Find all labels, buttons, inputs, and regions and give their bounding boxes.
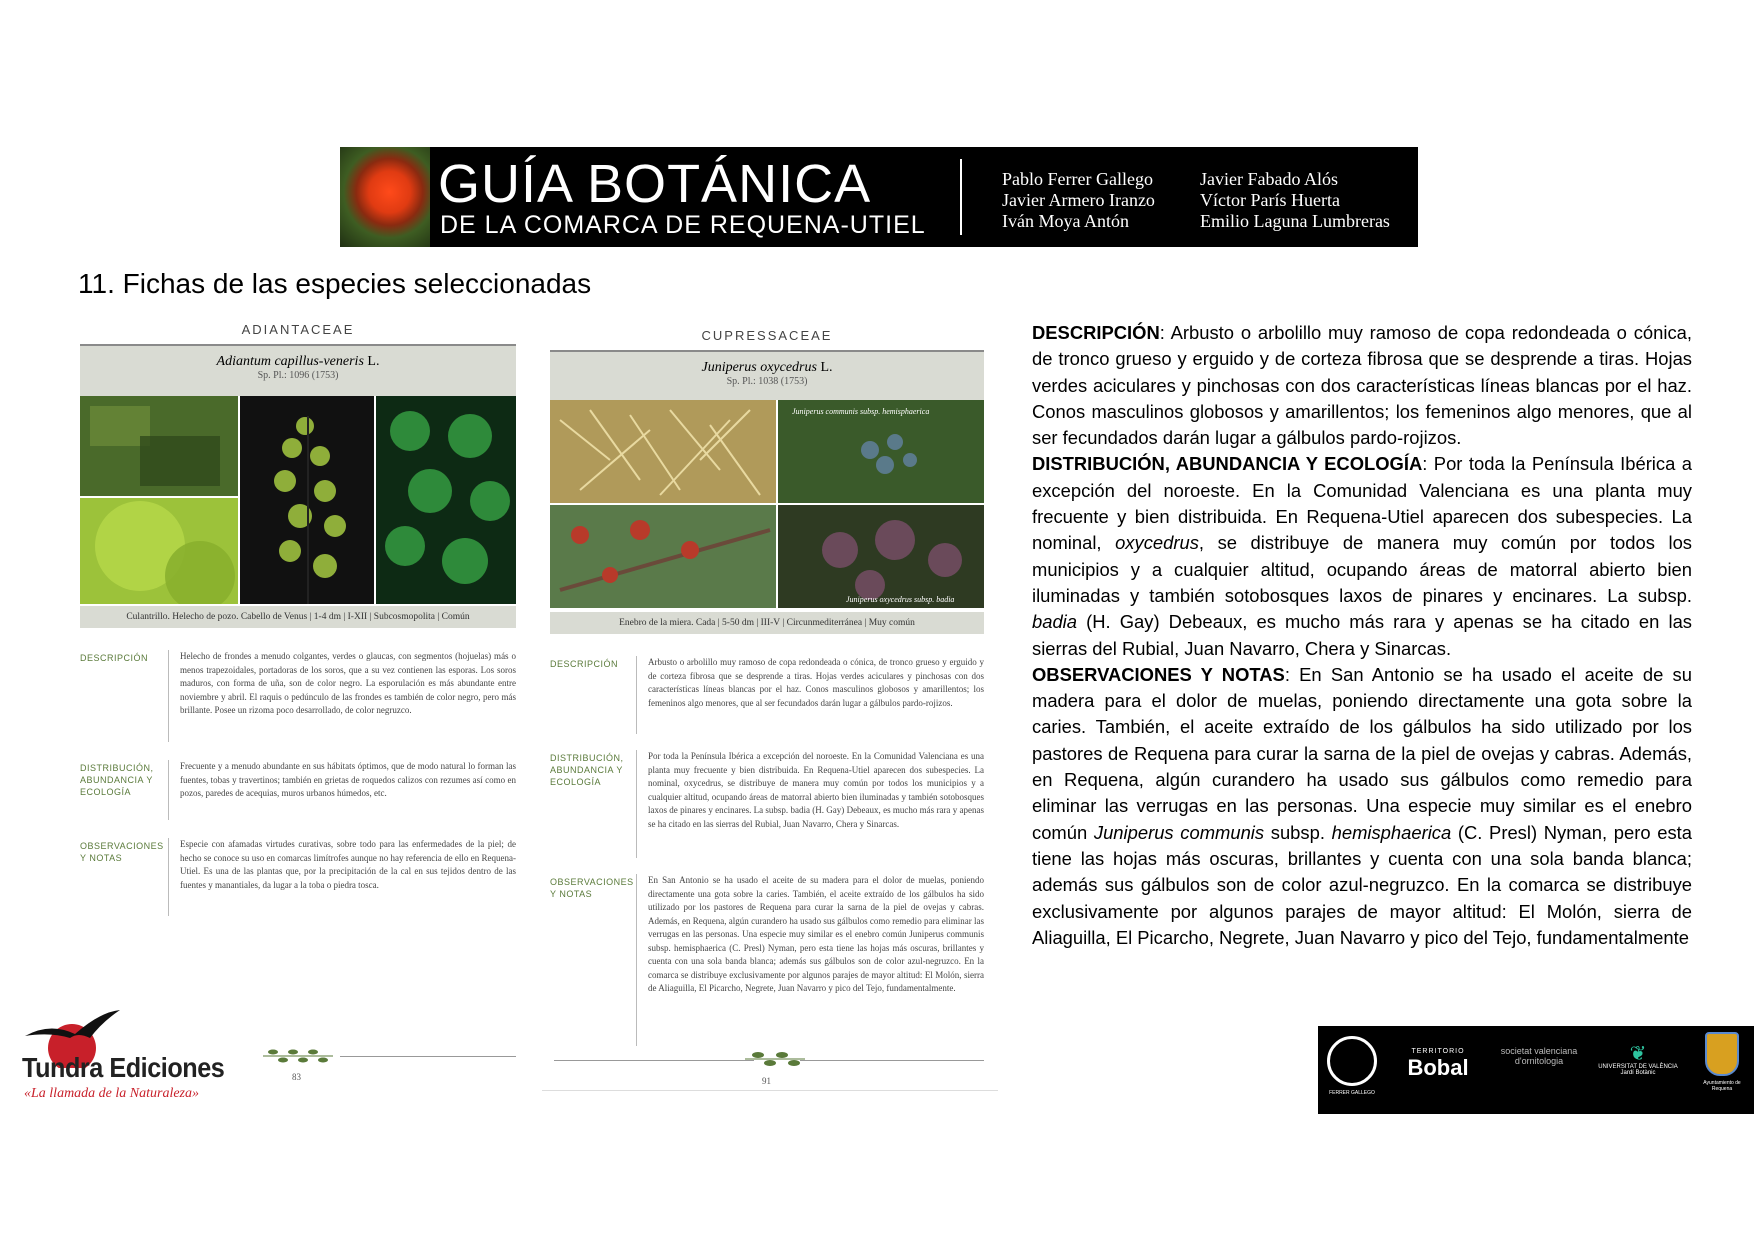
- sponsor-label: Jardí Botànic: [1620, 1070, 1656, 1076]
- footer-rule: [554, 1060, 754, 1061]
- section-divider: [168, 838, 169, 916]
- juniper-photos: [550, 400, 984, 608]
- section-label: DESCRIPCIÓN: [80, 653, 149, 663]
- sponsor-ayuntamiento-requena: [1694, 1032, 1750, 1092]
- description-paragraph: [1032, 320, 1692, 451]
- publisher-slogan: «La llamada de la Naturaleza»: [24, 1086, 200, 1101]
- author: Pablo Ferrer Gallego: [1002, 169, 1153, 189]
- section-label: OBSERVACIONES Y NOTAS: [550, 877, 634, 899]
- section-divider: [636, 656, 637, 734]
- section-label: DESCRIPCIÓN: [550, 659, 619, 669]
- banner-subtitle: DE LA COMARCA DE REQUENA-UTIEL: [440, 211, 926, 239]
- photo-caption: Culantrillo. Helecho de pozo. Cabello de Venus | 1-4 dm | I-XII | Subcosmopolita | Común: [80, 606, 516, 628]
- paragraph-label: DISTRIBUCIÓN, ABUNDANCIA Y ECOLOGÍA: [1032, 453, 1423, 475]
- sprig-ornament-icon: [258, 1046, 338, 1066]
- species-header: [80, 346, 516, 396]
- sponsor-label: Bobal: [1407, 1055, 1469, 1080]
- section-divider: [168, 760, 169, 820]
- sponsor-label: Ayuntamiento de Requena: [1703, 1080, 1741, 1092]
- authors-right: [1200, 169, 1390, 232]
- photo-caption: Enebro de la miera. Cada | 5-50 dm | III-V | Circunmediterránea | Muy común: [550, 612, 984, 634]
- sponsor-svo: [1494, 1046, 1584, 1066]
- section-divider: [636, 750, 637, 858]
- section-text: Helecho de frondes a menudo colgantes, verdes o glaucas, con segmentos (hojuelas) más o menos trapezoidales, portadoras de los soros, que a su vez contienen las esporas. Los soros maduros, con forma de uña, son de color negro. La esporulación es más abundante entre noviembre y abril. El raquis o pedúnculo de las frondes es también de color negro, pero más brillante. Posee un rizoma poco desarrollado, de color negruzco.: [180, 651, 516, 715]
- page-edge: [542, 1090, 998, 1091]
- section-label: OBSERVACIONES Y NOTAS: [80, 841, 164, 863]
- section-label: DISTRIBUCIÓN, ABUNDANCIA Y ECOLOGÍA: [80, 763, 154, 797]
- publisher-name: Tundra Ediciones: [22, 1052, 225, 1083]
- author: Javier Armero Iranzo: [1002, 190, 1155, 210]
- sponsor-label: FERRER GALLEGO: [1329, 1090, 1375, 1096]
- section-text: Frecuente y a menudo abundante en sus hábitats óptimos, que de modo natural lo forman las fuentes, tobas y travertinos; también en grietas de roquedos calizos con rezumes así como en pozos, paredes de acequias, muros urbanos húmedos, etc.: [180, 761, 516, 798]
- coat-of-arms-icon: [1705, 1032, 1739, 1076]
- sprig-ornament-icon: [740, 1048, 810, 1070]
- italic-term: badia: [1032, 611, 1077, 633]
- italic-term: Juniperus communis: [1093, 821, 1265, 843]
- section-text: Arbusto o arbolillo muy ramoso de copa redondeada o cónica, de tronco grueso y erguido y de corteza fibrosa que se desprende a tiras. Hojas verdes aciculares y pinchosas con dos características líneas blancas por el haz. Conos masculinos globosos y amarillentos; los femeninos algo menores, que al ser fecundados darán lugar a gálbulos pardo-rojizos.: [648, 657, 984, 708]
- paragraph-text: : Por toda la Península Ibérica a excepción del noroeste. En la Comunidad Valenciana es una planta muy frecuente y bien distribuida. En Requena-Utiel aparecen dos subespecies. La nominal,: [1032, 453, 1692, 554]
- header-banner: [340, 147, 1418, 247]
- banner-divider: [960, 159, 962, 235]
- footer-rule: [800, 1060, 984, 1061]
- sponsor-bobal: [1388, 1048, 1488, 1081]
- section-text: Especie con afamadas virtudes curativas, sobre todo para las enfermedades de la piel; de hecho se conoce su uso en comarcas limítrofes aunque no hay referencia de ello en Requena-Utiel. Es una de las plantas que, por la precipitación de la cal en sus tejidos dentro de las fuentes y manantiales, da lugar a la toba o piedra tosca.: [180, 839, 516, 890]
- author: Iván Moya Antón: [1002, 211, 1129, 231]
- section-label: DISTRIBUCIÓN, ABUNDANCIA Y ECOLOGÍA: [550, 753, 624, 787]
- section-divider: [168, 650, 169, 742]
- banner-title: GUÍA BOTÁNICA: [438, 154, 872, 214]
- photo-label: Juniperus communis subsp. hemisphaerica: [792, 407, 930, 416]
- species-name: Adiantum capillus-veneris: [216, 354, 364, 369]
- publisher-logo: [20, 1008, 250, 1103]
- authors-left: [1002, 169, 1155, 232]
- paragraph-label: OBSERVACIONES Y NOTAS: [1032, 663, 1285, 685]
- sponsor-label: UNIVERSITAT DE VALÈNCIA: [1598, 1064, 1678, 1070]
- family-name: ADIANTACEAE: [241, 322, 355, 337]
- sponsor-label: TERRITORIO: [1411, 1048, 1465, 1055]
- species-description: [1032, 320, 1692, 951]
- species-reference: Sp. Pl.: 1038 (1753): [726, 376, 808, 387]
- sponsors-bar: [1318, 1026, 1754, 1114]
- italic-term: oxycedrus: [1115, 532, 1199, 554]
- distribution-paragraph: [1032, 451, 1692, 661]
- sponsor-label: societat valenciana d'ornitologia: [1500, 1046, 1578, 1066]
- section-text: Por toda la Península Ibérica a excepción del noroeste. En la Comunidad Valenciana es una planta muy frecuente y bien distribuida. En Requena-Utiel aparecen dos subespecies. La nominal, oxycedrus, se distribuye de manera muy común por todos los municipios y a cualquier altitud, ocupando áreas de matorral abierto bien iluminadas y también sotobosques laxos de pinares y encinares. La subsp. badia (H. Gay) Debeaux, es mucho más rara y apenas se ha citado en las sierras del Rubial, Juan Navarro, Chera y Sinarcas.: [648, 751, 984, 829]
- leaf-icon: ❦: [1629, 1043, 1647, 1065]
- page-number: 83: [292, 1072, 301, 1082]
- sponsor-jardi-botanic: [1588, 1044, 1688, 1076]
- circle-emblem-icon: [1327, 1036, 1377, 1086]
- species-author: L.: [820, 360, 833, 375]
- observations-paragraph: [1032, 662, 1692, 951]
- species-author: L.: [367, 354, 380, 369]
- author: Emilio Laguna Lumbreras: [1200, 211, 1390, 231]
- section-text: En San Antonio se ha usado el aceite de su madera para el dolor de muelas, poniendo directamente una gota sobre la caries. También, el aceite extraído de los gálbulos ha sido utilizado por los pastores de Requena para curar la sarna de la piel de ovejas y cabras. Además, en Requena, algún curandero ha usado sus gálbulos como remedio para eliminar las verrugas en las personas. Una especie muy similar es el enebro común Juniperus communis subsp. hemisphaerica (C. Presl) Nyman, pero esta tiene las hojas más oscuras, brillantes y cuenta con una sola banda blanca; además sus gálbulos son de color azul-negruzco. En la comarca se distribuye exclusivamente por algunos parajes de mayor altitud: El Molón, sierra de Aliaguilla, El Picarcho, Negrete, Juan Navarro y pico del Tejo, fundamentalmente.: [648, 875, 984, 993]
- italic-term: hemisphaerica: [1331, 821, 1452, 843]
- paragraph-text: , se distribuye de manera muy común por todos los municipios y a cualquier altitud, ocupando áreas de matorral abierto bien iluminadas y también sotobosques laxos de pinares y encinares. La subsp.: [1032, 532, 1693, 606]
- author: Víctor París Huerta: [1200, 190, 1340, 210]
- paragraph-text: : En San Antonio se ha usado el aceite de su madera para el dolor de muelas, poniendo directamente una gota sobre la caries. También, el aceite extraído de los gálbulos ha sido utilizado por los pastores de Requena para curar la sarna de la piel de ovejas y cabras. Además, en Requena, algún curandero ha usado sus gálbulos como remedio para eliminar las verrugas en las personas. Una especie muy similar es el enebro común: [1032, 663, 1692, 843]
- paragraph-text: : Arbusto o arbolillo muy ramoso de copa redondeada o cónica, de tronco grueso y erguido y de corteza fibrosa que se desprende a tiras. Hojas verdes aciculares y pinchosas con dos características líneas blancas por el haz. Conos masculinos globosos y amarillentos; los femeninos algo menores, que al ser fecundados darán lugar a gálbulos pardo-rojizos.: [1032, 322, 1692, 449]
- paragraph-text: subsp.: [1264, 821, 1332, 843]
- section-divider: [636, 874, 637, 1046]
- paragraph-text: (C. Presl) Nyman, pero esta tiene las hojas más oscuras, brillantes y cuenta con una sola banda blanca; además sus gálbulos son de color azul-negruzco. En la comarca se distribuye exclusivamente por algunos parajes de mayor altitud: El Molón, sierra de Aliaguilla, El Picarcho, Negrete, Juan Navarro y pico del Tejo, fundamentalmente: [1032, 821, 1693, 948]
- poppy-photo: [340, 147, 430, 247]
- species-reference: Sp. Pl.: 1096 (1753): [257, 370, 339, 381]
- family-name: CUPRESSACEAE: [701, 328, 833, 343]
- sponsor-ferrer-gallego: [1324, 1036, 1380, 1096]
- page-number: 91: [762, 1076, 771, 1086]
- paragraph-text: (H. Gay) Debeaux, es mucho más rara y apenas se ha citado en las sierras del Rubial, Juan Navarro, Chera y Sinarcas.: [1032, 611, 1692, 659]
- species-header: [550, 352, 984, 400]
- photo-label: Juniperus oxycedrus subsp. badia: [846, 595, 955, 604]
- fern-photos: [80, 396, 516, 604]
- paragraph-label: DESCRIPCIÓN: [1032, 322, 1160, 343]
- page-heading: 11. Fichas de las especies seleccionadas: [78, 268, 592, 299]
- species-name: Juniperus oxycedrus: [701, 360, 817, 375]
- footer-rule: [340, 1056, 516, 1057]
- author: Javier Fabado Alós: [1200, 169, 1338, 189]
